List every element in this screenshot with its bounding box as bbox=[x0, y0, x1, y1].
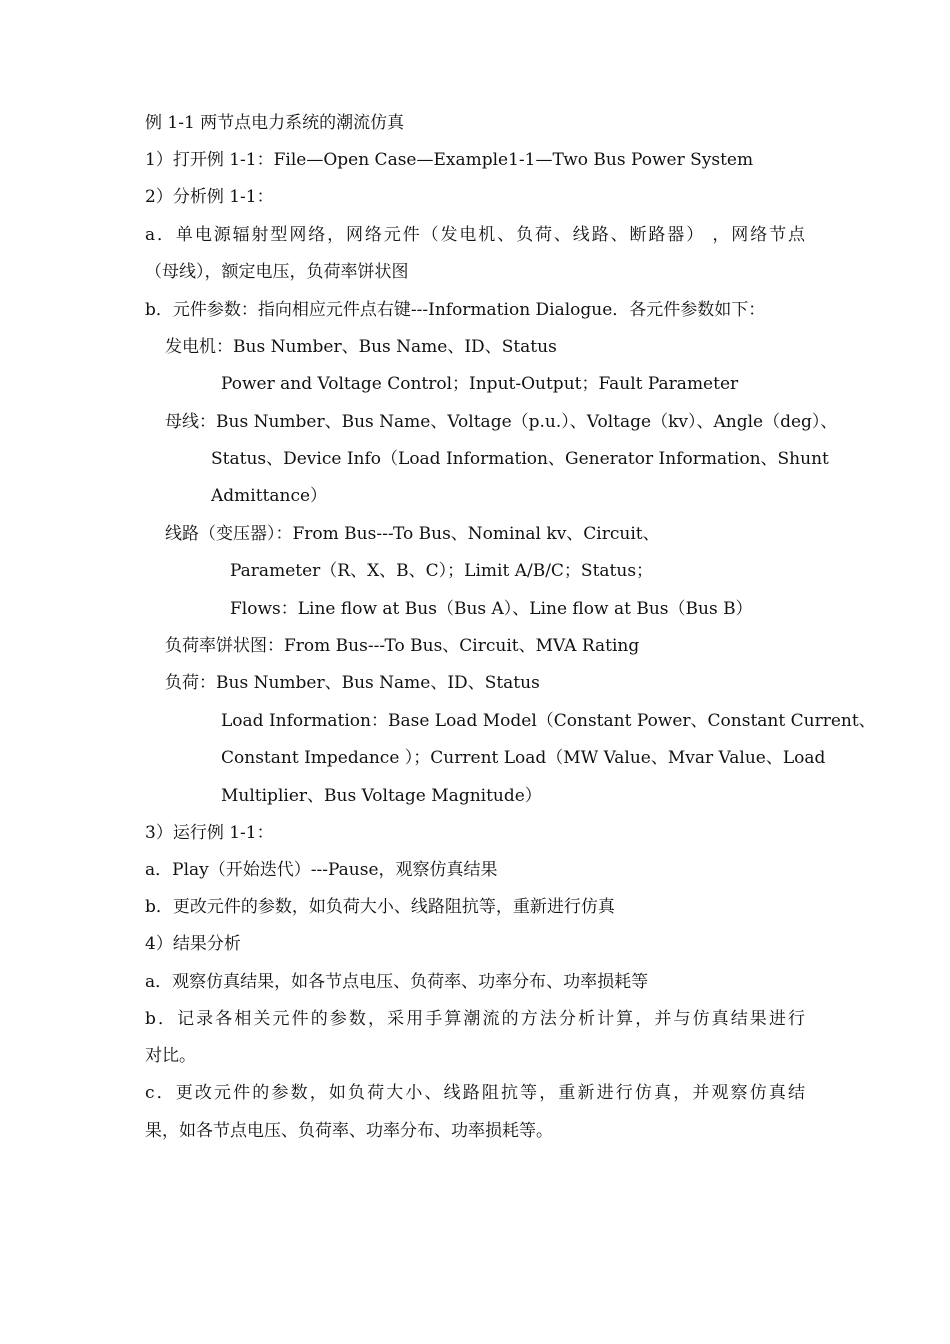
text-line: a．观察仿真结果，如各节点电压、负荷率、功率分布、功率损耗等 bbox=[145, 972, 649, 992]
text-line: 发电机：Bus Number、Bus Name、ID、Status bbox=[165, 337, 557, 357]
page-title: 例 1-1 两节点电力系统的潮流仿真 bbox=[145, 113, 405, 133]
text-line: （母线），额定电压，负荷率饼状图 bbox=[145, 262, 409, 282]
text-line: c．更改元件的参数，如负荷大小、线路阻抗等，重新进行仿真，并观察仿真结 bbox=[145, 1083, 805, 1103]
text-line: Flows：Line flow at Bus（Bus A）、Line flow at Bus（Bus B） bbox=[230, 599, 753, 619]
text-line: 母线：Bus Number、Bus Name、Voltage（p.u.）、Voltage（kv）、Angle（deg）、 bbox=[165, 412, 838, 432]
text-line: 对比。 bbox=[145, 1046, 196, 1066]
text-line: 4）结果分析 bbox=[145, 934, 241, 954]
text-line: 负荷率饼状图：From Bus---To Bus、Circuit、MVA Rating bbox=[165, 636, 640, 656]
text-line: b．元件参数：指向相应元件点右键---Information Dialogue．各元件参数如下： bbox=[145, 300, 766, 320]
text-line: b．记录各相关元件的参数，采用手算潮流的方法分析计算，并与仿真结果进行 bbox=[145, 1009, 805, 1029]
text-line: Status、Device Info（Load Information、Generator Information、Shunt bbox=[211, 449, 829, 469]
text-line: 线路（变压器）：From Bus---To Bus、Nominal kv、Circuit、 bbox=[165, 524, 660, 544]
text-line: Parameter（R、X、B、C）；Limit A/B/C；Status； bbox=[230, 561, 654, 581]
text-line: Multiplier、Bus Voltage Magnitude） bbox=[221, 786, 542, 806]
text-line: 果，如各节点电压、负荷率、功率分布、功率损耗等。 bbox=[145, 1121, 553, 1141]
text-line: Constant Impedance ）；Current Load（MW Value、Mvar Value、Load bbox=[221, 748, 826, 768]
text-line: 2）分析例 1-1： bbox=[145, 187, 274, 207]
text-line: Admittance） bbox=[211, 486, 328, 506]
text-line: 负荷：Bus Number、Bus Name、ID、Status bbox=[165, 673, 540, 693]
text-line: Power and Voltage Control；Input-Output；Fault Parameter bbox=[221, 374, 739, 394]
text-line: Load Information：Base Load Model（Constant Power、Constant Current、 bbox=[221, 711, 876, 731]
text-line: 3）运行例 1-1： bbox=[145, 823, 274, 843]
text-line: b．更改元件的参数，如负荷大小、线路阻抗等，重新进行仿真 bbox=[145, 897, 615, 917]
text-line: a．单电源辐射型网络，网络元件（发电机、负荷、线路、断路器） ，网络节点 bbox=[145, 225, 805, 245]
text-line: 1）打开例 1-1：File—Open Case—Example1-1—Two Bus Power System bbox=[145, 150, 754, 170]
text-line: a．Play（开始迭代）---Pause，观察仿真结果 bbox=[145, 860, 498, 880]
